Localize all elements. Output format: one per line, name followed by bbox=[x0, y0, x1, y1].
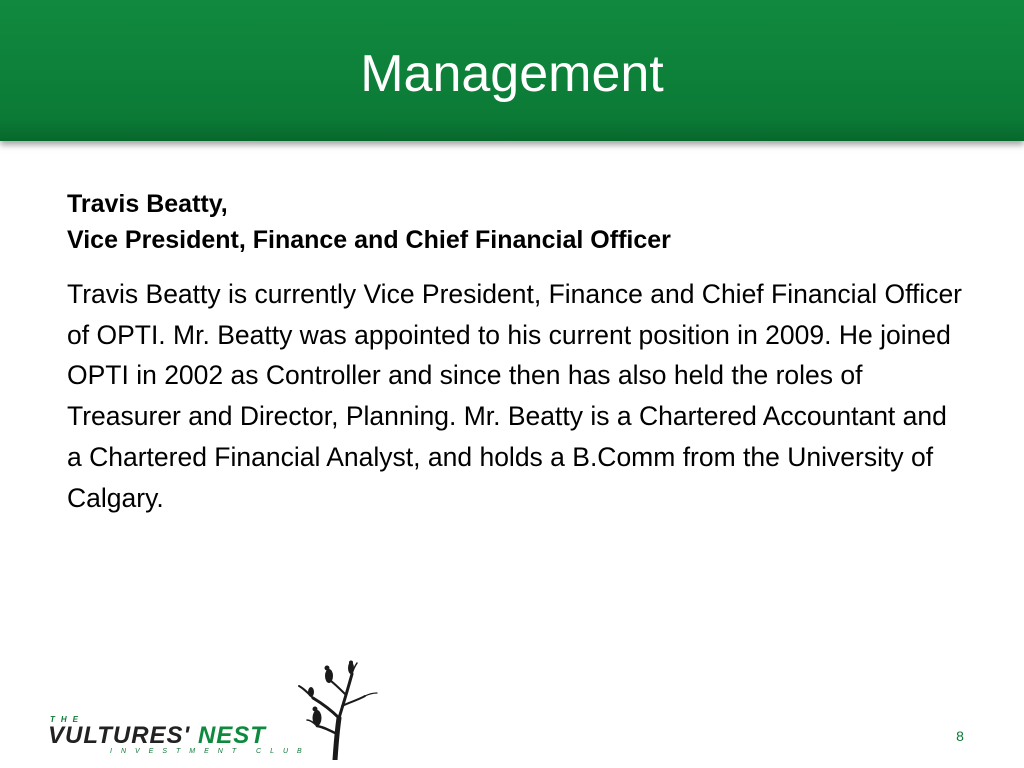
vultures-nest-logo bbox=[40, 660, 380, 760]
logo-name bbox=[48, 722, 266, 750]
title-bar bbox=[0, 0, 1024, 141]
logo-the-text: THE bbox=[50, 715, 84, 724]
person-name: Travis Beatty, bbox=[67, 190, 228, 218]
logo-subtitle: INVESTMENT CLUB bbox=[110, 748, 311, 755]
slide-title: Management bbox=[360, 45, 664, 103]
page-number: 8 bbox=[956, 728, 964, 744]
content-area bbox=[67, 186, 967, 518]
logo-name-part2: NEST bbox=[197, 722, 266, 749]
person-role: Vice President, Finance and Chief Financial Officer bbox=[67, 226, 671, 254]
person-bio: Travis Beatty is currently Vice President, Finance and Chief Financial Officer of OPTI. Mr. Beatty was appointed to his current position in 2009. He joined OPTI in 2002 as Controller and since then has also held the roles of Treasurer and Director, Planning. Mr. Beatty is a Chartered Accountant and a Chartered Financial Analyst, and holds a B.Comm from the University of Calgary. bbox=[67, 279, 963, 513]
vulture-tree-icon bbox=[295, 660, 380, 760]
logo-name-part1: VULTURES' bbox=[48, 722, 191, 749]
